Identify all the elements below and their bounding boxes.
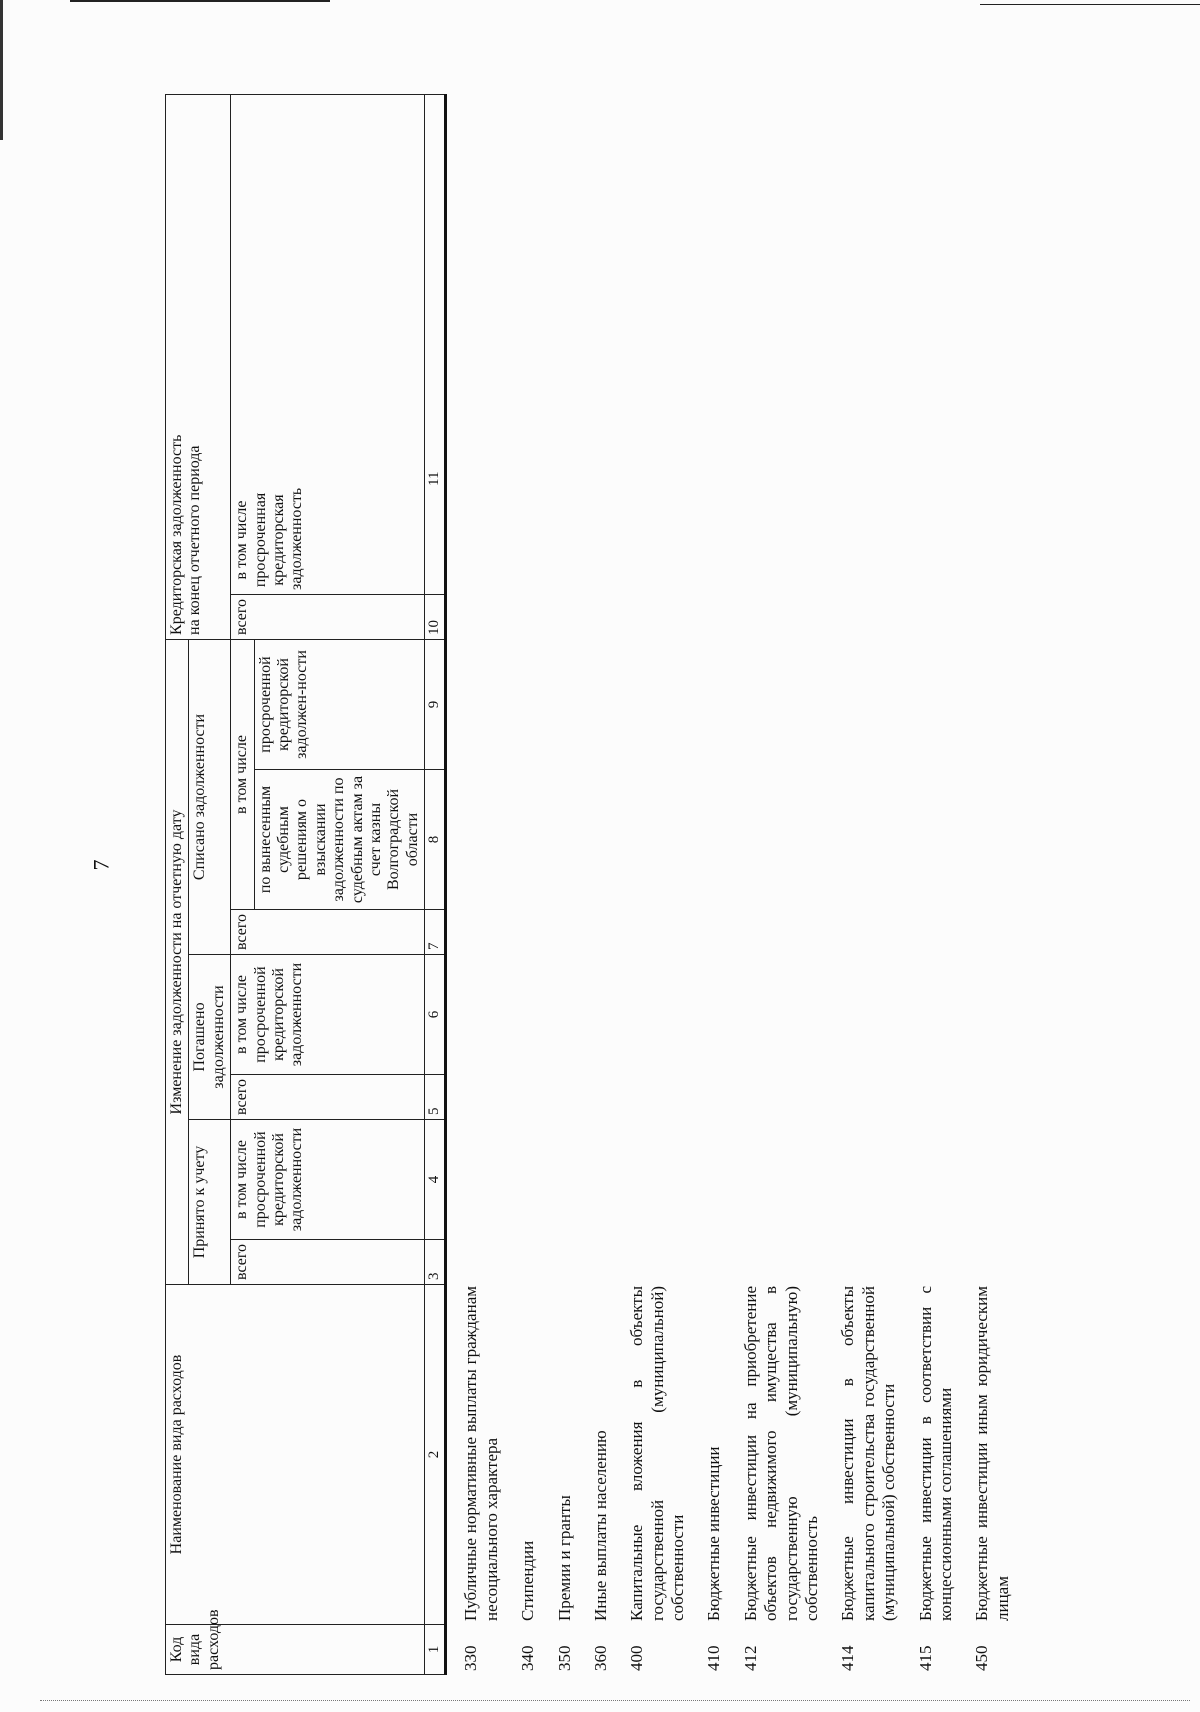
table-row — [461, 95, 502, 1675]
scan-edge-line — [70, 0, 330, 2]
row-name: Бюджетные инвестиции в объекты капитального строительства государственной (муниципальной) собственности — [838, 1286, 899, 1621]
table-row — [627, 95, 688, 1675]
table-row — [704, 95, 724, 1675]
row-name: Бюджетные инвестиции на приобретение объектов недвижимого имущества в государственную (муниципальную) собственность — [740, 1286, 822, 1621]
col-number: 7 — [425, 910, 446, 955]
row-name: Бюджетные инвестиции в соответствии с концессионными соглашениями — [915, 1286, 955, 1621]
row-name: Премии и гранты — [554, 1495, 574, 1621]
header-name: Наименование вида расходов — [166, 1285, 425, 1625]
row-name: Капитальные вложения в объекты государственной (муниципальной) собственности — [627, 1286, 688, 1621]
col-number: 11 — [425, 94, 446, 594]
table-row — [972, 95, 1013, 1675]
col-number: 2 — [425, 1285, 446, 1625]
row-code: 410 — [704, 1645, 724, 1671]
col-number: 4 — [425, 1120, 446, 1240]
header-total-accepted: всего — [231, 1240, 425, 1285]
row-code: 450 — [972, 1645, 992, 1671]
header-payables-end: Кредиторская задолженность на конец отчетного периода — [166, 94, 231, 639]
col-number: 9 — [425, 639, 446, 769]
row-name: Стипендии — [518, 1540, 538, 1621]
header-court-decisions: по вынесенным судебным решениям о взыскании задолженности по судебным актам за счет казны Волгоградской области — [254, 770, 425, 910]
row-name: Публичные нормативные выплаты гражданам несоциального характера — [461, 1286, 501, 1621]
row-code: 340 — [518, 1645, 538, 1671]
table-row — [916, 95, 957, 1675]
header-incl-overdue-repaid: в том числе просроченной кредиторской задолженности — [231, 955, 425, 1075]
scan-noise — [40, 1700, 1190, 1707]
header-incl-overdue-end: в том числе просроченная кредиторская задолженность — [231, 94, 425, 594]
row-code: 412 — [740, 1645, 760, 1671]
rotated-page — [165, 95, 1115, 1675]
col-number: 5 — [425, 1075, 446, 1120]
row-code: 350 — [554, 1645, 574, 1671]
row-code: 415 — [915, 1645, 935, 1671]
header-total-written-off: всего — [231, 910, 425, 955]
table-row — [838, 95, 899, 1675]
scan-edge-line — [980, 4, 1200, 5]
header-incl-overdue-accepted: в том числе просроченной кредиторской задолженности — [231, 1120, 425, 1240]
table-row — [555, 95, 575, 1675]
col-number: 10 — [425, 594, 446, 639]
header-total-end: всего — [231, 594, 425, 639]
header-repaid: Погашено задолженности — [189, 955, 231, 1120]
header-written-off: Списано задолженности — [189, 639, 231, 954]
scan-edge-bar — [0, 0, 3, 140]
row-code: 360 — [590, 1645, 610, 1671]
row-name: Бюджетные инвестиции иным юридическим лицам — [972, 1286, 1012, 1621]
col-number: 8 — [425, 770, 446, 910]
expense-rows — [461, 95, 1013, 1675]
header-overdue-split: просроченной кредиторской задолжен-ности — [254, 639, 425, 769]
debt-table-header — [165, 94, 447, 1675]
row-code: 400 — [627, 1645, 647, 1671]
col-number: 3 — [425, 1240, 446, 1285]
col-number: 1 — [425, 1625, 446, 1675]
col-number: 6 — [425, 955, 446, 1075]
header-total-repaid: всего — [231, 1075, 425, 1120]
row-name: Иные выплаты населению — [590, 1430, 610, 1621]
page-number: 7 — [88, 859, 114, 871]
header-accepted: Принято к учету — [189, 1120, 231, 1285]
header-code: Код вида расходов — [166, 1625, 425, 1675]
table-row — [591, 95, 611, 1675]
row-code: 414 — [838, 1645, 858, 1671]
table-row — [741, 95, 823, 1675]
table-row — [518, 95, 538, 1675]
header-incl-written-off: в том числе — [231, 639, 254, 909]
row-code: 330 — [461, 1645, 481, 1671]
row-name: Бюджетные инвестиции — [704, 1446, 724, 1621]
header-change-group: Изменение задолженности на отчетную дату — [166, 639, 189, 1284]
